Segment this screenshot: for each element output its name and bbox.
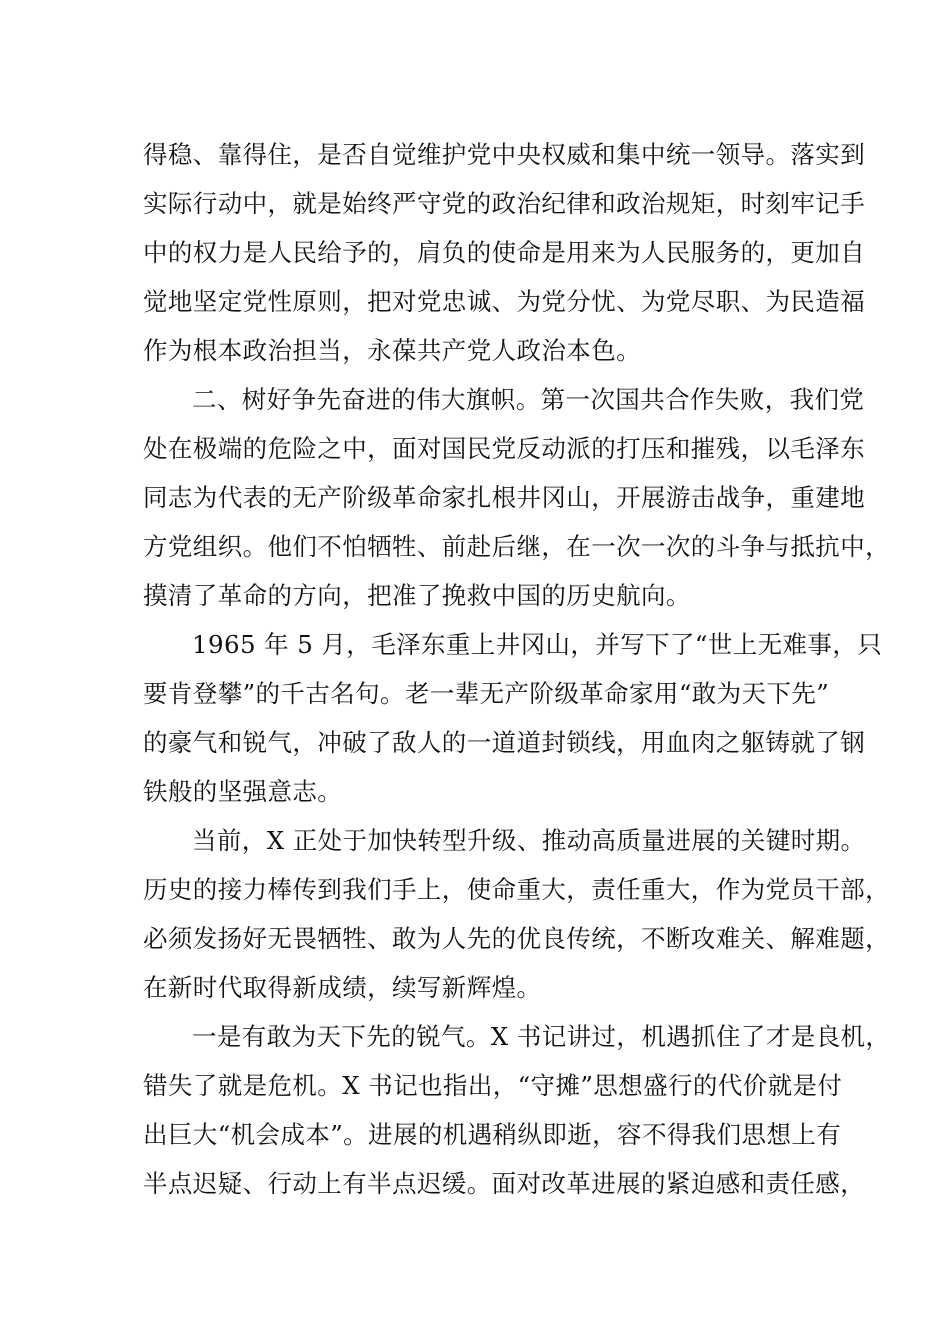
- document-body: [143, 130, 891, 1208]
- text-line: 历史的接力棒传到我们手上，使命重大，责任重大，作为党员干部，: [143, 875, 890, 904]
- text-line: 方党组织。他们不怕牺牲、前赴后继，在一次一次的斗争与抵抗中，: [143, 532, 890, 561]
- text-line: 实际行动中，就是始终严守党的政治纪律和政治规矩，时刻牢记手: [143, 189, 866, 218]
- text-line: 出巨大“机会成本”。进展的机遇稍纵即逝，容不得我们思想上有: [143, 1120, 842, 1149]
- text-line: 错失了就是危机。X 书记也指出，“守摊”思想盛行的代价就是付: [143, 1071, 843, 1100]
- text-line: 作为根本政治担当，永葆共产党人政治本色。: [143, 336, 641, 365]
- text-line: 处在极端的危险之中，面对国民党反动派的打压和摧残，以毛泽东: [143, 434, 866, 463]
- text-line: 半点迟疑、行动上有半点迟缓。面对改革进展的紧迫感和责任感，: [143, 1169, 866, 1198]
- text-line: 铁般的坚强意志。: [143, 777, 343, 806]
- text-line: 必须发扬好无畏牺牲、敢为人先的优良传统，不断攻难关、解难题，: [143, 924, 890, 953]
- text-line: 1965 年 5 月，毛泽东重上井冈山，并写下了“世上无难事，只: [192, 630, 883, 659]
- text-line: 当前，X 正处于加快转型升级、推动高质量进展的关键时期。: [192, 826, 866, 855]
- text-line: 二、树好争先奋进的伟大旗帜。第一次国共合作失败，我们党: [192, 385, 865, 414]
- text-line: 要肯登攀”的千古名句。老一辈无产阶级革命家用“敢为天下先”: [143, 679, 830, 708]
- text-line: 摸清了革命的方向，把准了挽救中国的历史航向。: [143, 581, 691, 610]
- text-line: 在新时代取得新成绩，续写新辉煌。: [143, 973, 542, 1002]
- text-line: 一是有敢为天下先的锐气。X 书记讲过，机遇抓住了才是良机，: [192, 1022, 891, 1051]
- text-line: 同志为代表的无产阶级革命家扎根井冈山，开展游击战争，重建地: [143, 483, 866, 512]
- text-line: 中的权力是人民给予的，肩负的使命是用来为人民服务的，更加自: [143, 238, 866, 267]
- text-line: 觉地坚定党性原则，把对党忠诚、为党分忧、为党尽职、为民造福: [143, 287, 866, 316]
- text-line: 的豪气和锐气，冲破了敌人的一道道封锁线，用血肉之躯铸就了钢: [143, 728, 866, 757]
- text-line: 得稳、靠得住，是否自觉维护党中央权威和集中统一领导。落实到: [143, 140, 866, 169]
